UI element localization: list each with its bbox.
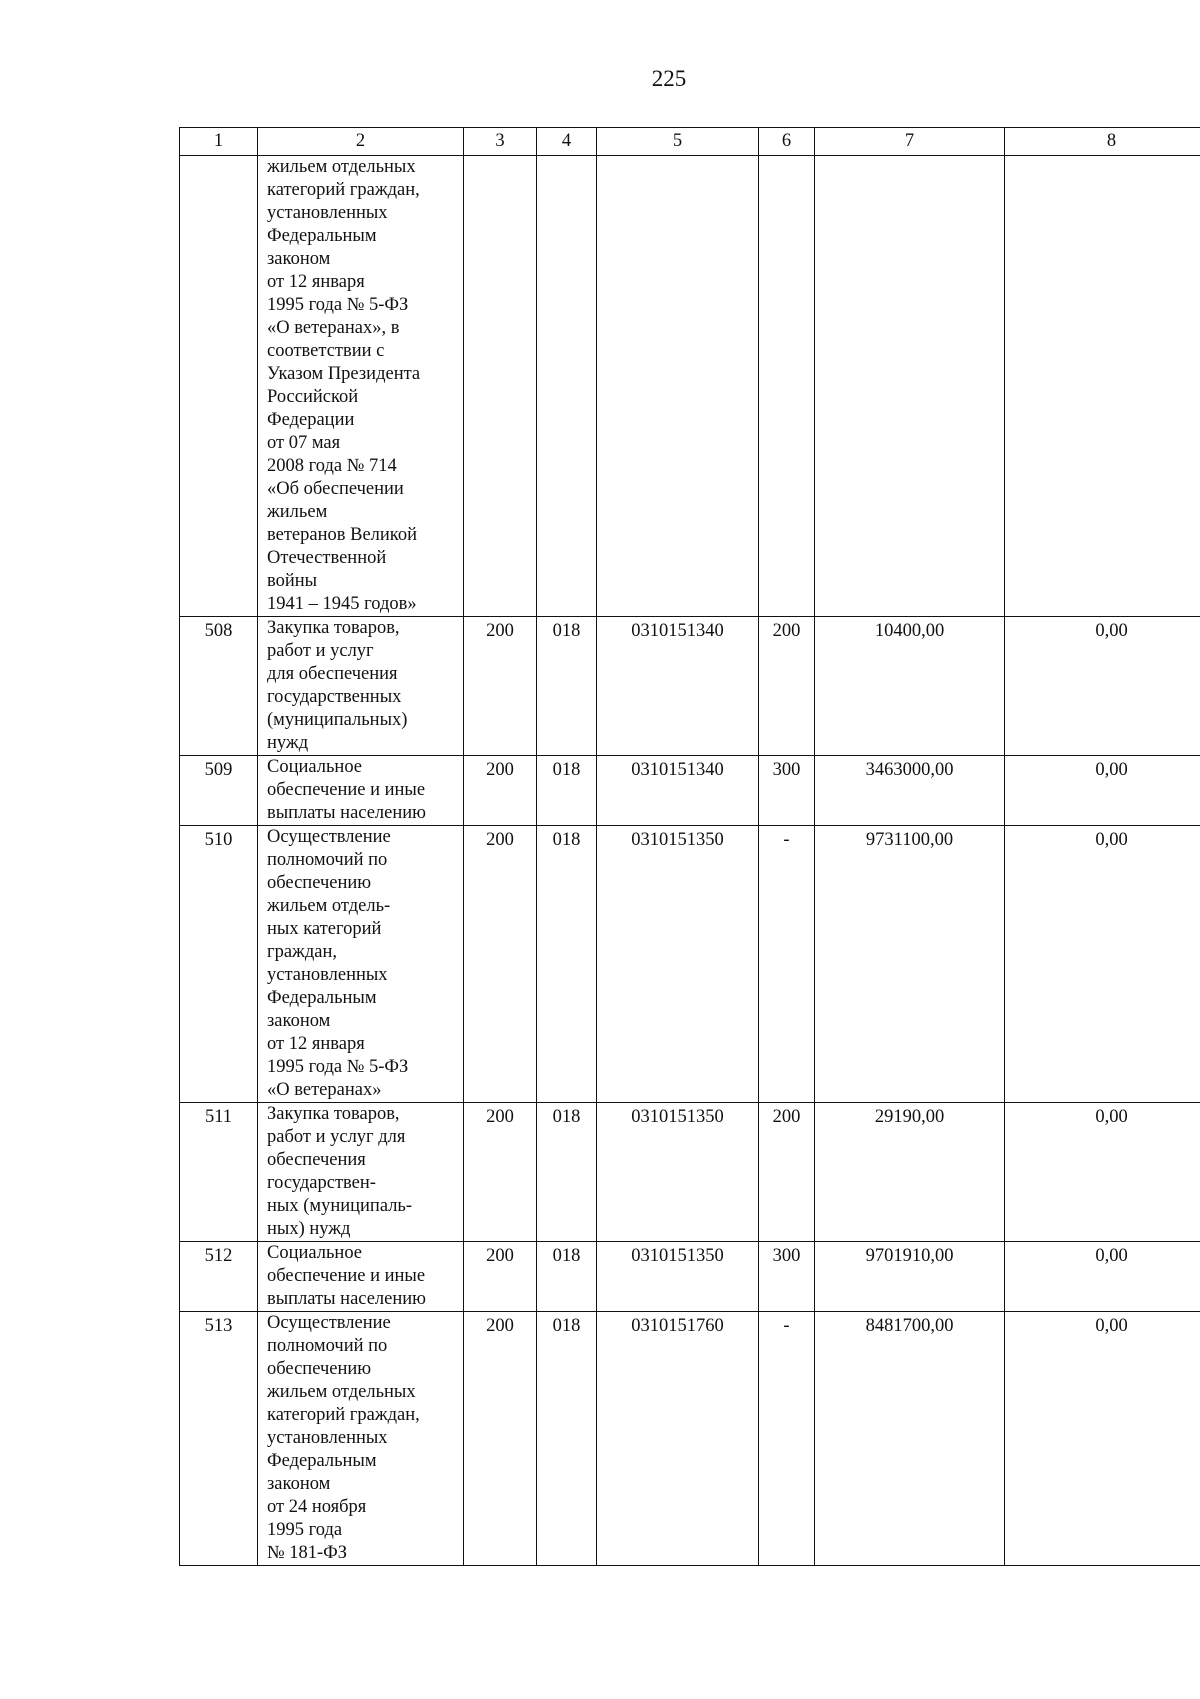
description-cell xyxy=(258,617,464,756)
description-line: жильем отдель- xyxy=(267,896,391,916)
target-article-cell: 0310151340 xyxy=(597,617,759,756)
ministry-code-cell: 200 xyxy=(464,1242,537,1312)
row-number-cell: 511 xyxy=(180,1103,258,1242)
column-header: 1 xyxy=(180,128,258,156)
column-header: 3 xyxy=(464,128,537,156)
description-line: Федеральным xyxy=(267,1451,377,1471)
ministry-code-cell: 200 xyxy=(464,617,537,756)
description-line: законом xyxy=(267,1011,331,1031)
description-line: войны xyxy=(267,571,318,591)
description-line: Федеральным xyxy=(267,226,377,246)
amount-cell: 3463000,00 xyxy=(815,756,1005,826)
amount-2-cell: 0,00 xyxy=(1005,826,1200,1103)
section-code-cell: 018 xyxy=(537,1242,597,1312)
description-line: Российской xyxy=(267,387,359,407)
description-line: «Об обеспечении xyxy=(267,479,404,499)
description-cell xyxy=(258,1312,464,1566)
description-line: жильем xyxy=(267,502,328,522)
amount-2-cell: 0,00 xyxy=(1005,1242,1200,1312)
expense-type-cell: 300 xyxy=(759,756,815,826)
description-line: обеспечение и иные xyxy=(267,780,426,800)
description-line: 1995 года № 5-ФЗ xyxy=(267,1057,409,1077)
amount-2-cell xyxy=(1005,156,1200,617)
description-line: Осуществление xyxy=(267,1313,391,1333)
description-line: от 07 мая xyxy=(267,433,341,453)
amount-cell: 9731100,00 xyxy=(815,826,1005,1103)
table-row xyxy=(180,1242,1200,1312)
expense-type-cell: 200 xyxy=(759,617,815,756)
description-line: ных) нужд xyxy=(267,1219,351,1239)
row-number-cell: 508 xyxy=(180,617,258,756)
target-article-cell: 0310151350 xyxy=(597,1242,759,1312)
amount-cell: 9701910,00 xyxy=(815,1242,1005,1312)
description-line: установленных xyxy=(267,1428,388,1448)
amount-2-cell: 0,00 xyxy=(1005,1103,1200,1242)
description-line: категорий граждан, xyxy=(267,1405,420,1425)
description-line: от 12 января xyxy=(267,272,365,292)
column-header: 7 xyxy=(815,128,1005,156)
table-row xyxy=(180,156,1200,617)
description-line: Отечественной xyxy=(267,548,387,568)
description-line: ных категорий xyxy=(267,919,382,939)
description-cell xyxy=(258,1242,464,1312)
header-row xyxy=(180,128,1200,156)
description-line: выплаты населению xyxy=(267,803,426,823)
amount-cell: 29190,00 xyxy=(815,1103,1005,1242)
section-code-cell: 018 xyxy=(537,1312,597,1566)
description-line: Закупка товаров, xyxy=(267,618,400,638)
expense-type-cell: - xyxy=(759,1312,815,1566)
amount-2-cell: 0,00 xyxy=(1005,756,1200,826)
column-header: 6 xyxy=(759,128,815,156)
row-number-cell: 513 xyxy=(180,1312,258,1566)
description-line: от 24 ноября xyxy=(267,1497,367,1517)
description-line: государственных xyxy=(267,687,402,707)
description-line: Социальное xyxy=(267,757,363,777)
expense-type-cell: 200 xyxy=(759,1103,815,1242)
section-code-cell: 018 xyxy=(537,826,597,1103)
description-line: 1995 года № 5-ФЗ xyxy=(267,295,409,315)
description-line: соответствии с xyxy=(267,341,385,361)
description-line: Социальное xyxy=(267,1243,363,1263)
ministry-code-cell xyxy=(464,156,537,617)
ministry-code-cell: 200 xyxy=(464,826,537,1103)
column-header: 5 xyxy=(597,128,759,156)
expense-type-cell: 300 xyxy=(759,1242,815,1312)
target-article-cell: 0310151350 xyxy=(597,826,759,1103)
target-article-cell: 0310151760 xyxy=(597,1312,759,1566)
description-line: категорий граждан, xyxy=(267,180,420,200)
amount-cell xyxy=(815,156,1005,617)
ministry-code-cell: 200 xyxy=(464,1103,537,1242)
budget-table xyxy=(179,127,1200,1566)
description-line: нужд xyxy=(267,733,309,753)
description-line: ветеранов Великой xyxy=(267,525,417,545)
description-line: законом xyxy=(267,1474,331,1494)
row-number-cell: 509 xyxy=(180,756,258,826)
description-line: работ и услуг xyxy=(267,641,374,661)
expense-type-cell xyxy=(759,156,815,617)
page-number: 225 xyxy=(651,66,687,91)
target-article-cell xyxy=(597,156,759,617)
table-row xyxy=(180,826,1200,1103)
column-header: 8 xyxy=(1005,128,1200,156)
row-number-cell xyxy=(180,156,258,617)
ministry-code-cell: 200 xyxy=(464,1312,537,1566)
table-row xyxy=(180,1103,1200,1242)
description-cell xyxy=(258,826,464,1103)
amount-2-cell: 0,00 xyxy=(1005,617,1200,756)
description-line: Федерации xyxy=(267,410,355,430)
description-line: установленных xyxy=(267,965,388,985)
amount-2-cell: 0,00 xyxy=(1005,1312,1200,1566)
table-row xyxy=(180,617,1200,756)
description-line: «О ветеранах», в xyxy=(267,318,400,338)
section-code-cell: 018 xyxy=(537,1103,597,1242)
description-line: обеспечению xyxy=(267,873,372,893)
expense-type-cell: - xyxy=(759,826,815,1103)
description-line: обеспечения xyxy=(267,1150,366,1170)
description-cell xyxy=(258,156,464,617)
description-line: 1941 – 1945 годов» xyxy=(267,594,417,614)
description-line: граждан, xyxy=(267,942,337,962)
description-line: для обеспечения xyxy=(267,664,398,684)
description-line: законом xyxy=(267,249,331,269)
amount-cell: 8481700,00 xyxy=(815,1312,1005,1566)
target-article-cell: 0310151350 xyxy=(597,1103,759,1242)
section-code-cell: 018 xyxy=(537,756,597,826)
column-header: 4 xyxy=(537,128,597,156)
section-code-cell: 018 xyxy=(537,617,597,756)
description-line: полномочий по xyxy=(267,1336,388,1356)
description-cell xyxy=(258,1103,464,1242)
description-line: Закупка товаров, xyxy=(267,1104,400,1124)
description-line: жильем отдельных xyxy=(267,1382,416,1402)
description-line: государствен- xyxy=(267,1173,376,1193)
description-line: ных (муниципаль- xyxy=(267,1196,413,1216)
description-line: полномочий по xyxy=(267,850,388,870)
table-row xyxy=(180,756,1200,826)
target-article-cell: 0310151340 xyxy=(597,756,759,826)
table-row xyxy=(180,1312,1200,1566)
description-line: № 181-ФЗ xyxy=(267,1543,348,1563)
table-body xyxy=(180,156,1200,1566)
description-line: 2008 года № 714 xyxy=(267,456,397,476)
description-line: (муниципальных) xyxy=(267,710,408,730)
description-line: «О ветеранах» xyxy=(267,1080,382,1100)
description-line: жильем отдельных xyxy=(267,157,416,177)
description-line: Федеральным xyxy=(267,988,377,1008)
column-header: 2 xyxy=(258,128,464,156)
description-cell xyxy=(258,756,464,826)
ministry-code-cell: 200 xyxy=(464,756,537,826)
row-number-cell: 512 xyxy=(180,1242,258,1312)
description-line: обеспечение и иные xyxy=(267,1266,426,1286)
amount-cell: 10400,00 xyxy=(815,617,1005,756)
description-line: 1995 года xyxy=(267,1520,343,1540)
description-line: установленных xyxy=(267,203,388,223)
row-number-cell: 510 xyxy=(180,826,258,1103)
description-line: Указом Президента xyxy=(267,364,421,384)
description-line: работ и услуг для xyxy=(267,1127,406,1147)
description-line: обеспечению xyxy=(267,1359,372,1379)
description-line: выплаты населению xyxy=(267,1289,426,1309)
section-code-cell xyxy=(537,156,597,617)
description-line: от 12 января xyxy=(267,1034,365,1054)
description-line: Осуществление xyxy=(267,827,391,847)
